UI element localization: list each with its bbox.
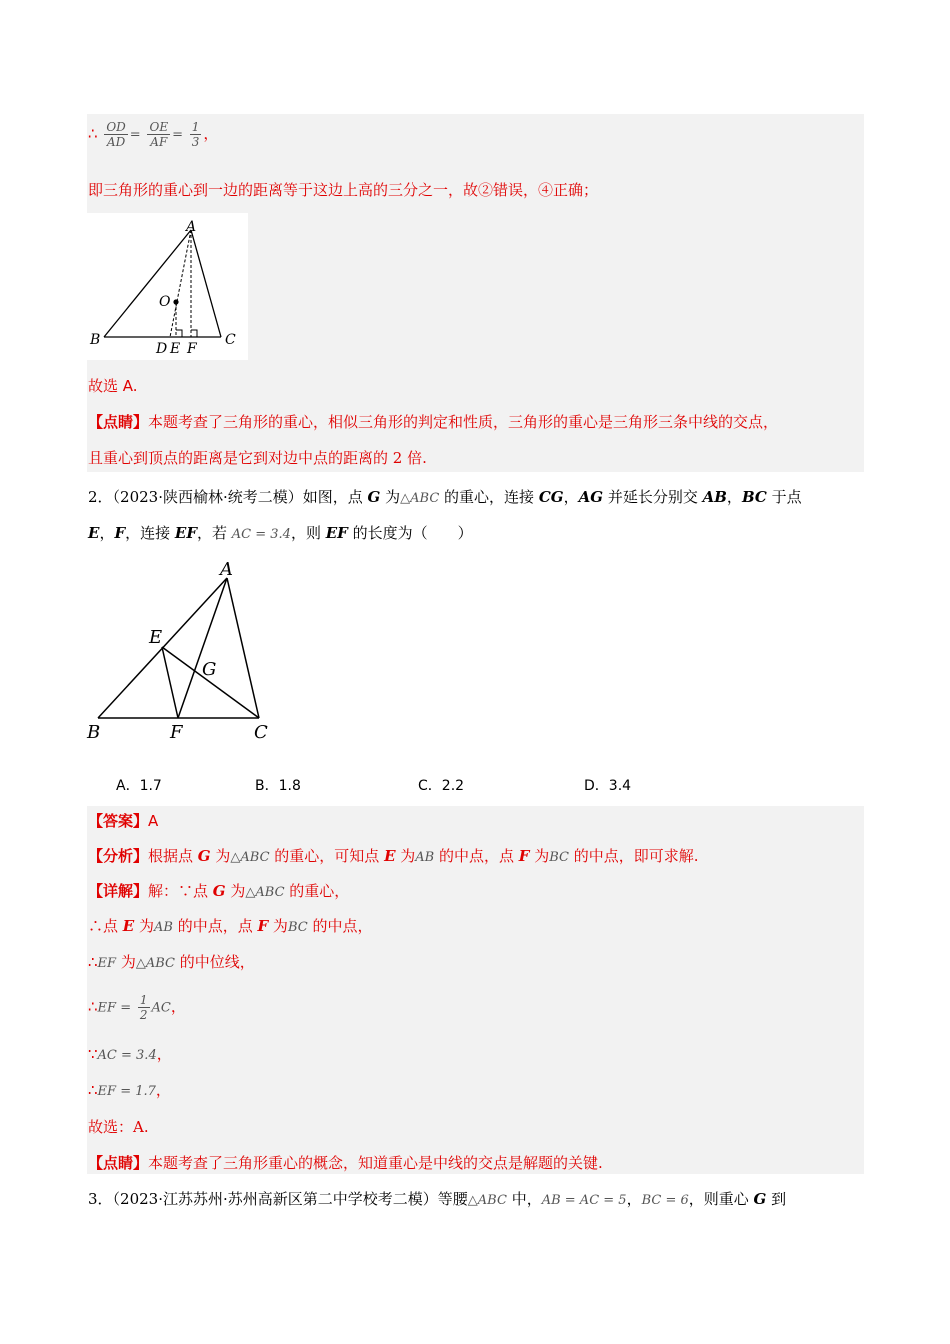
choose-line: 故选：A. [88, 1118, 149, 1136]
step-1-line: ∴点 E 为AB 的中点，点 F 为BC 的中点， [88, 917, 373, 935]
choice-a: A．1.7 [116, 778, 162, 794]
choice-c: C．2.2 [418, 778, 465, 794]
fig1-label-C: C [225, 332, 236, 348]
fig1-label-E: E [170, 341, 181, 357]
choice-b: B．1.8 [255, 778, 301, 794]
question-2-line-1: 2．（2023·陕西榆林·统考二模）如图，点 G 为△ABC 的重心，连接 CG，AG 并延长分别交 AB，BC 于点 [88, 488, 802, 506]
therefore-ratio-line: ∴ $\frac{OD}{AD}$ = $\frac{OE}{AF}$ = $\frac{1}{3}$ ， [88, 120, 219, 149]
fig1-label-D: D [156, 341, 168, 357]
analysis-line: 【分析】根据点 G 为△ABC 的重心，可知点 E 为AB 的中点，点 F 为BC 的中点，即可求解. [88, 847, 699, 865]
fig2-label-G: G [202, 659, 217, 680]
dianjing-line-2: 且重心到顶点的距离是它到对边中点的距离的 2 倍. [88, 449, 427, 467]
fig1-label-B: B [90, 332, 101, 348]
choice-d: D．3.4 [584, 778, 632, 794]
step-2-line: ∴EF 为△ABC 的中位线， [88, 953, 255, 971]
fig2-label-C: C [254, 722, 268, 743]
fig2-label-F: F [170, 722, 183, 743]
choose-a-line: 故选 A. [88, 377, 138, 395]
fig2-label-A: A [220, 559, 233, 580]
figure-triangle-centroid-g [84, 555, 284, 745]
centroid-conclusion-line: 即三角形的重心到一边的距离等于这边上高的三分之一，故②错误，④正确； [88, 181, 599, 199]
detail-line: 【详解】解：∵点 G 为△ABC 的重心， [88, 882, 350, 900]
dianjing-line-q2: 【点睛】本题考查了三角形重心的概念，知道重心是中线的交点是解题的关键. [88, 1154, 603, 1172]
fig1-label-O: O [159, 294, 171, 310]
fig1-label-F: F [187, 341, 197, 357]
answer-line: 【答案】A [88, 812, 159, 830]
figure-triangle-centroid-heights [87, 213, 248, 360]
question-2-line-2: E，F，连接 EF，若 AC = 3.4，则 EF 的长度为（ ） [88, 524, 473, 542]
dianjing-line-1: 【点睛】本题考查了三角形的重心，相似三角形的判定和性质，三角形的重心是三角形三条中线的交点， [88, 413, 779, 431]
fig1-label-A: A [186, 219, 197, 235]
fig2-label-E: E [149, 627, 163, 648]
fig2-label-B: B [87, 722, 101, 743]
step-4-line: ∵AC = 3.4， [88, 1045, 172, 1063]
question-3-line: 3．（2023·江苏苏州·苏州高新区第二中学校考二模）等腰△ABC 中，AB = AC = 5，BC = 6，则重心 G 到 [88, 1190, 787, 1208]
step-3-line: ∴EF = $\frac{1}{2}$ AC， [88, 993, 186, 1022]
step-5-line: ∴EF = 1.7， [88, 1081, 171, 1099]
